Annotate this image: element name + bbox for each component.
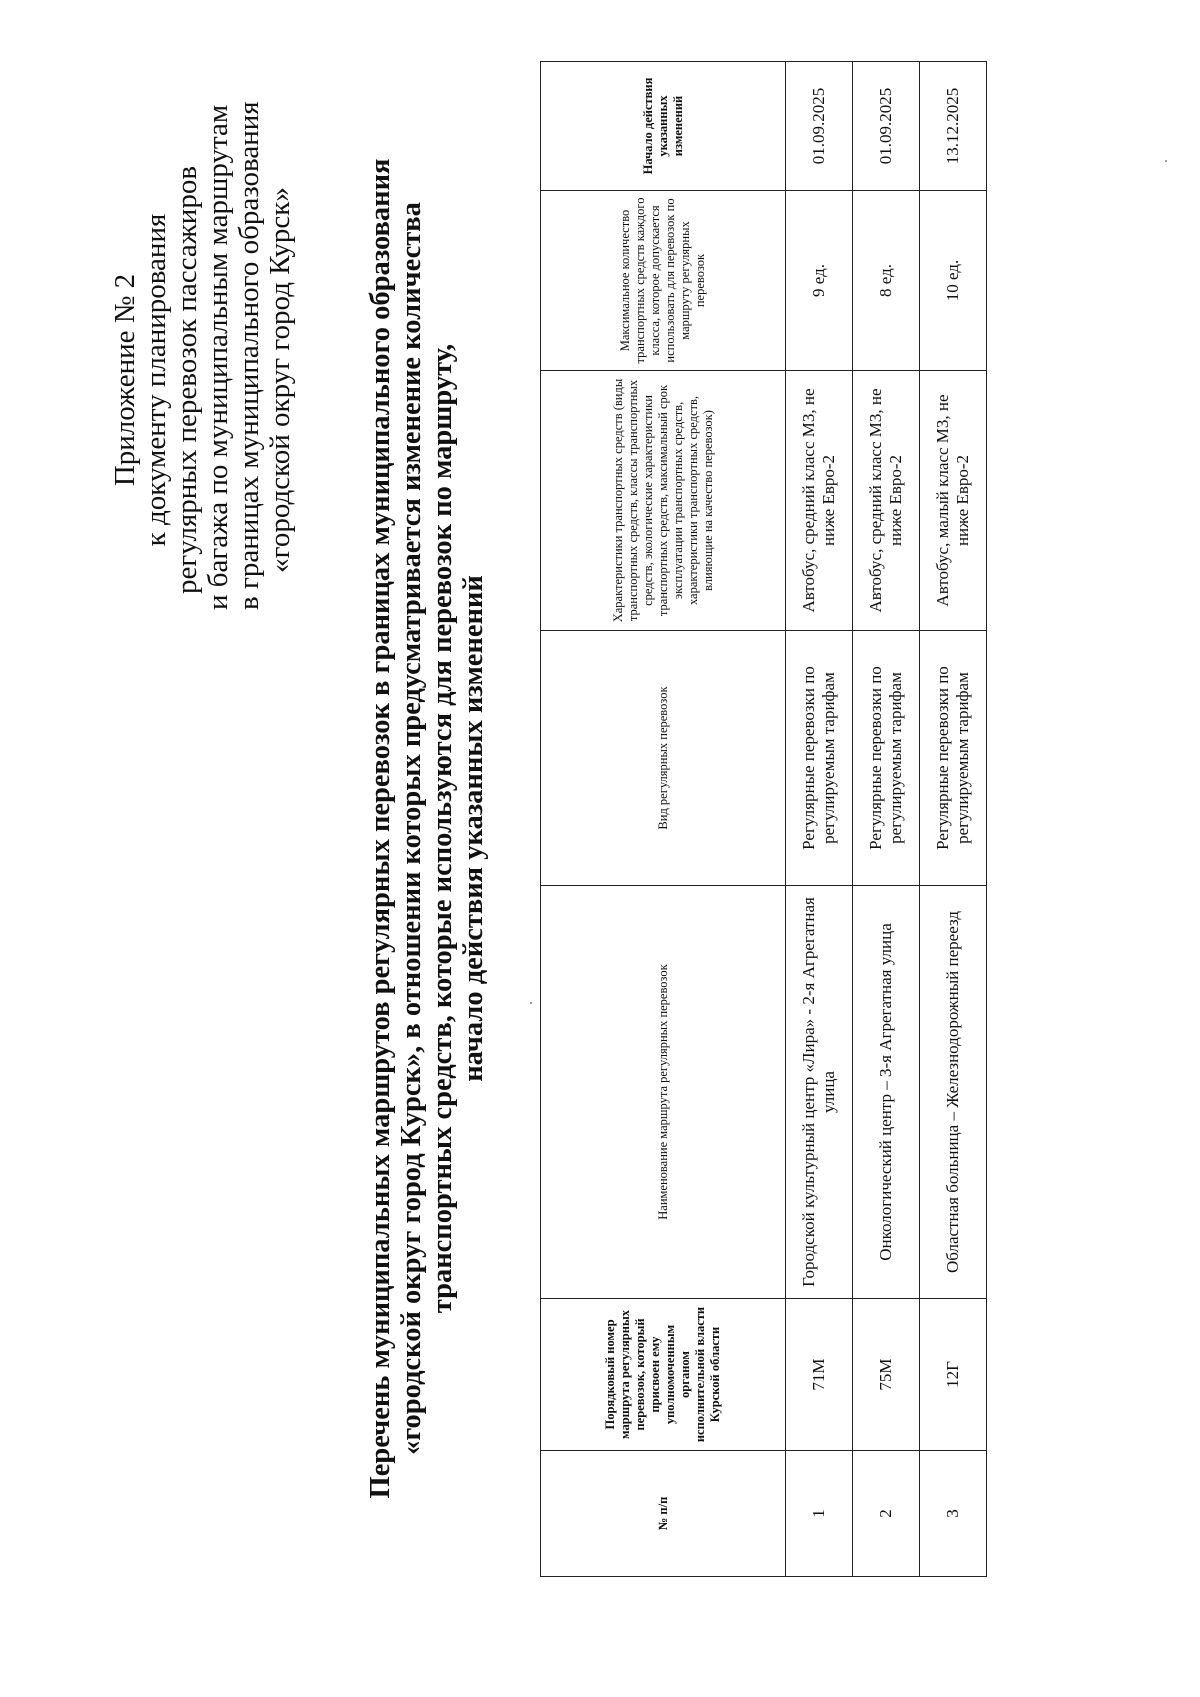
start-date: 01.09.2025 bbox=[853, 62, 920, 191]
route-number: 12Г bbox=[920, 1299, 987, 1451]
row-number: 3 bbox=[920, 1451, 987, 1577]
scan-speck bbox=[1165, 160, 1167, 162]
header-cell-route-name: Наименование маршрута регулярных перевозок bbox=[541, 886, 786, 1299]
title-line: транспортных средств, которые используются для перевозок по маршруту, bbox=[427, 343, 458, 1314]
header-cell-transport-type: Вид регулярных перевозок bbox=[541, 631, 786, 886]
vehicle-characteristics: Автобус, средний класс М3, не ниже Евро-2 bbox=[853, 371, 920, 631]
header-cell-route-number: Порядковый номер маршрута регулярных перевозок, который присвоен ему уполномоченным органом исполнительной власти Курской области bbox=[541, 1299, 786, 1451]
route-name: Городской культурный центр «Лира» - 2-я Агрегатная улица bbox=[786, 886, 853, 1299]
vehicle-characteristics: Автобус, малый класс М3, не ниже Евро-2 bbox=[920, 371, 987, 631]
table-header-row bbox=[541, 62, 786, 1577]
title-line: «городской округ город Курск», в отношении которых предусматривается изменение количества bbox=[396, 202, 427, 1455]
start-date: 01.09.2025 bbox=[786, 62, 853, 191]
start-date: 13.12.2025 bbox=[920, 62, 987, 191]
appendix-line: и багажа по муниципальным маршрутам bbox=[202, 104, 234, 610]
scan-speck bbox=[530, 1002, 532, 1004]
title-line: Перечень муниципальных маршрутов регулярных перевозок в границах муниципального образования bbox=[365, 158, 396, 1499]
header-cell-max-vehicles: Максимальное количество транспортных средств каждого класса, которое допускается использовать для перевозок по маршруту регулярных перевозок bbox=[541, 191, 786, 371]
route-number: 71М bbox=[786, 1299, 853, 1451]
appendix-line: Приложение № 2 bbox=[109, 273, 141, 487]
row-number: 2 bbox=[853, 1451, 920, 1577]
table-row bbox=[786, 62, 853, 1577]
header-cell-number: № п/п bbox=[541, 1451, 786, 1577]
row-number: 1 bbox=[786, 1451, 853, 1577]
appendix-line: к документу планирования bbox=[140, 213, 172, 547]
appendix-heading bbox=[109, 101, 296, 610]
route-number: 75М bbox=[853, 1299, 920, 1451]
header-cell-start-date: Начало действия указанных изменений bbox=[541, 62, 786, 191]
transport-type: Регулярные перевозки по регулируемым тарифам bbox=[786, 631, 853, 886]
document-title bbox=[365, 80, 489, 1577]
routes-table bbox=[540, 61, 987, 1577]
appendix-line: регулярных перевозок пассажиров bbox=[171, 165, 203, 595]
header-cell-vehicle-characteristics: Характеристики транспортных средств (виды транспортных средств, классы транспортных средств, экологические характеристики транспортных средств, максимальный срок эксплуатации транспортных средств, характеристики транспортных средств, влияющие на качество перевозок) bbox=[541, 371, 786, 631]
route-name: Онкологический центр – 3-я Агрегатная улица bbox=[853, 886, 920, 1299]
table-row bbox=[853, 62, 920, 1577]
appendix-line: в границах муниципального образования bbox=[233, 101, 265, 610]
vehicle-characteristics: Автобус, средний класс М3, не ниже Евро-2 bbox=[786, 371, 853, 631]
transport-type: Регулярные перевозки по регулируемым тарифам bbox=[920, 631, 987, 886]
max-vehicles: 9 ед. bbox=[786, 191, 853, 371]
transport-type: Регулярные перевозки по регулируемым тарифам bbox=[853, 631, 920, 886]
route-name: Областная больница – Железнодорожный переезд bbox=[920, 886, 987, 1299]
max-vehicles: 10 ед. bbox=[920, 191, 987, 371]
appendix-line: «городской округ город Курск» bbox=[264, 187, 296, 573]
table-row bbox=[920, 62, 987, 1577]
max-vehicles: 8 ед. bbox=[853, 191, 920, 371]
title-line: начало действия указанных изменений bbox=[458, 575, 489, 1082]
